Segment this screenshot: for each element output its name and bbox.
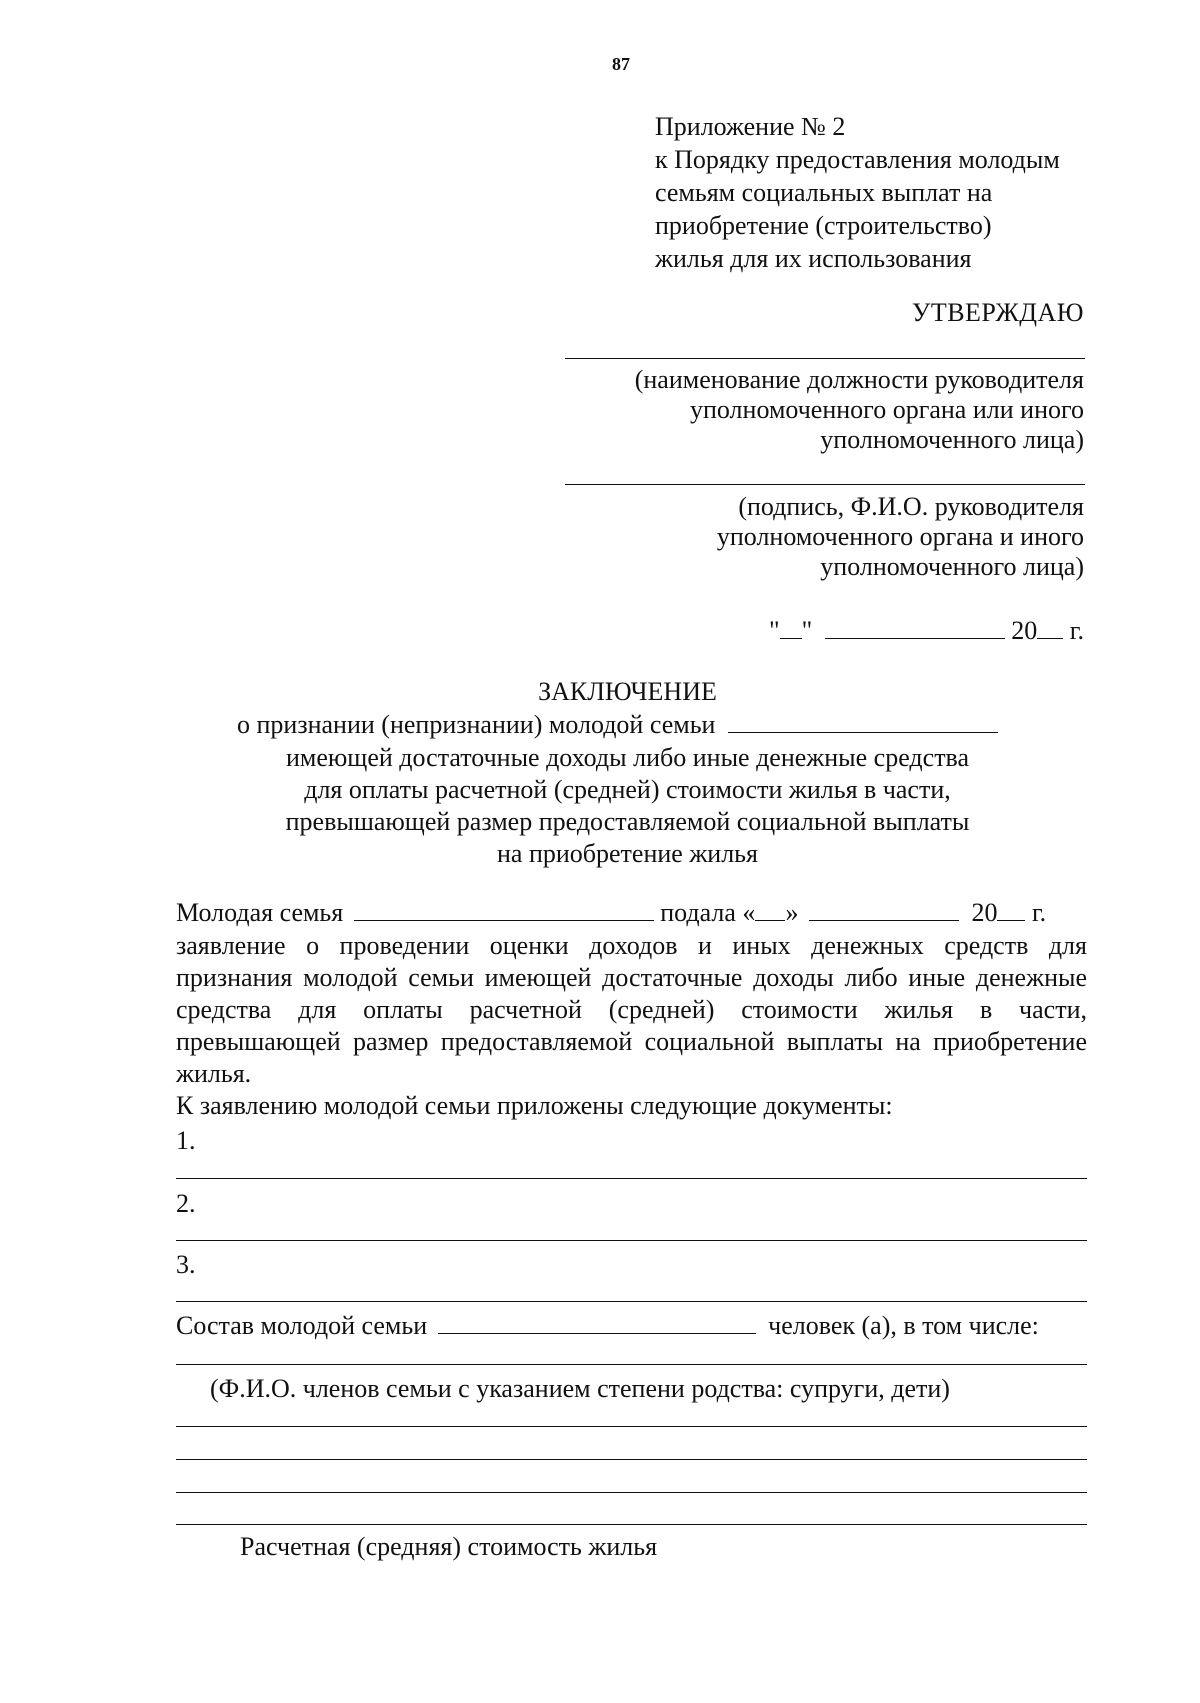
documents-intro: К заявлению молодой семьи приложены следующие документы: bbox=[176, 1091, 893, 1120]
members-line-5 bbox=[176, 1524, 1087, 1525]
date-year-blank bbox=[1037, 616, 1063, 639]
conclusion-line1: о признании (непризнании) молодой семьи bbox=[237, 710, 998, 740]
head-signature-line bbox=[565, 484, 1085, 485]
date-day-blank bbox=[780, 616, 802, 639]
annex-line: жилья для их использования bbox=[655, 244, 972, 273]
document-item-3: 3. bbox=[176, 1250, 196, 1279]
submitted-year-blank bbox=[997, 898, 1025, 921]
approval-date: " " 20 г. bbox=[769, 616, 1084, 645]
annex-header bbox=[655, 110, 1060, 275]
family-name-blank bbox=[728, 710, 998, 733]
members-caption: (Ф.И.О. членов семьи с указанием степени родства: супруги, дети) bbox=[210, 1374, 950, 1403]
annex-line: семьям социальных выплат на bbox=[655, 178, 993, 207]
family-composition-line: Состав молодой семьи человек (а), в том числе: bbox=[176, 1311, 1039, 1340]
members-line-2 bbox=[176, 1426, 1087, 1427]
position-caption: (наименование должности руководителя уполномоченного органа или иного уполномоченного лица) bbox=[634, 365, 1084, 454]
annex-line: к Порядку предоставления молодым bbox=[655, 145, 1060, 174]
annex-line: приобретение (строительство) bbox=[655, 211, 992, 240]
page-number: 87 bbox=[612, 54, 630, 74]
family-blank bbox=[354, 898, 654, 921]
document-line-1 bbox=[176, 1178, 1087, 1179]
signature-caption: (подпись, Ф.И.О. руководителя уполномоченного органа и иного уполномоченного лица) bbox=[716, 492, 1084, 581]
submitted-month-blank bbox=[809, 898, 959, 921]
date-month-blank bbox=[825, 616, 1005, 639]
submitted-day-blank bbox=[755, 898, 785, 921]
conclusion-subtitle: имеющей достаточные доходы либо иные денежные средства для оплаты расчетной (средней) стоимости жилья в части, превышающей размер предоставляемой социальной выплаты на приобретение жилья bbox=[285, 743, 970, 868]
document-line-2 bbox=[176, 1240, 1087, 1241]
application-paragraph: заявление о проведении оценки доходов и иных денежных средств для признания молодой семьи имеющей достаточные доходы либо иные денежные средства для оплаты расчетной (средней) стоимости жилья в части, превышающей размер предоставляемой социальной выплаты на приобретение жилья. К заявлению молодой семьи приложены следующие документы: bbox=[176, 931, 1087, 1120]
composition-count-blank bbox=[438, 1311, 756, 1334]
document-item-2: 2. bbox=[176, 1189, 196, 1218]
approval-heading: УТВЕРЖДАЮ bbox=[911, 298, 1084, 327]
annex-line: Приложение № 2 bbox=[655, 112, 846, 141]
conclusion-title: ЗАКЛЮЧЕНИЕ bbox=[538, 677, 717, 706]
members-line-1 bbox=[176, 1364, 1087, 1365]
members-line-4 bbox=[176, 1492, 1087, 1493]
members-line-3 bbox=[176, 1459, 1087, 1460]
document-item-1: 1. bbox=[176, 1126, 196, 1155]
family-submission-line: Молодая семья подала « » 20 г. bbox=[176, 898, 1047, 927]
document-line-3 bbox=[176, 1301, 1087, 1302]
housing-cost-label: Расчетная (средняя) стоимость жилья bbox=[240, 1532, 658, 1561]
position-signature-line bbox=[565, 358, 1085, 359]
